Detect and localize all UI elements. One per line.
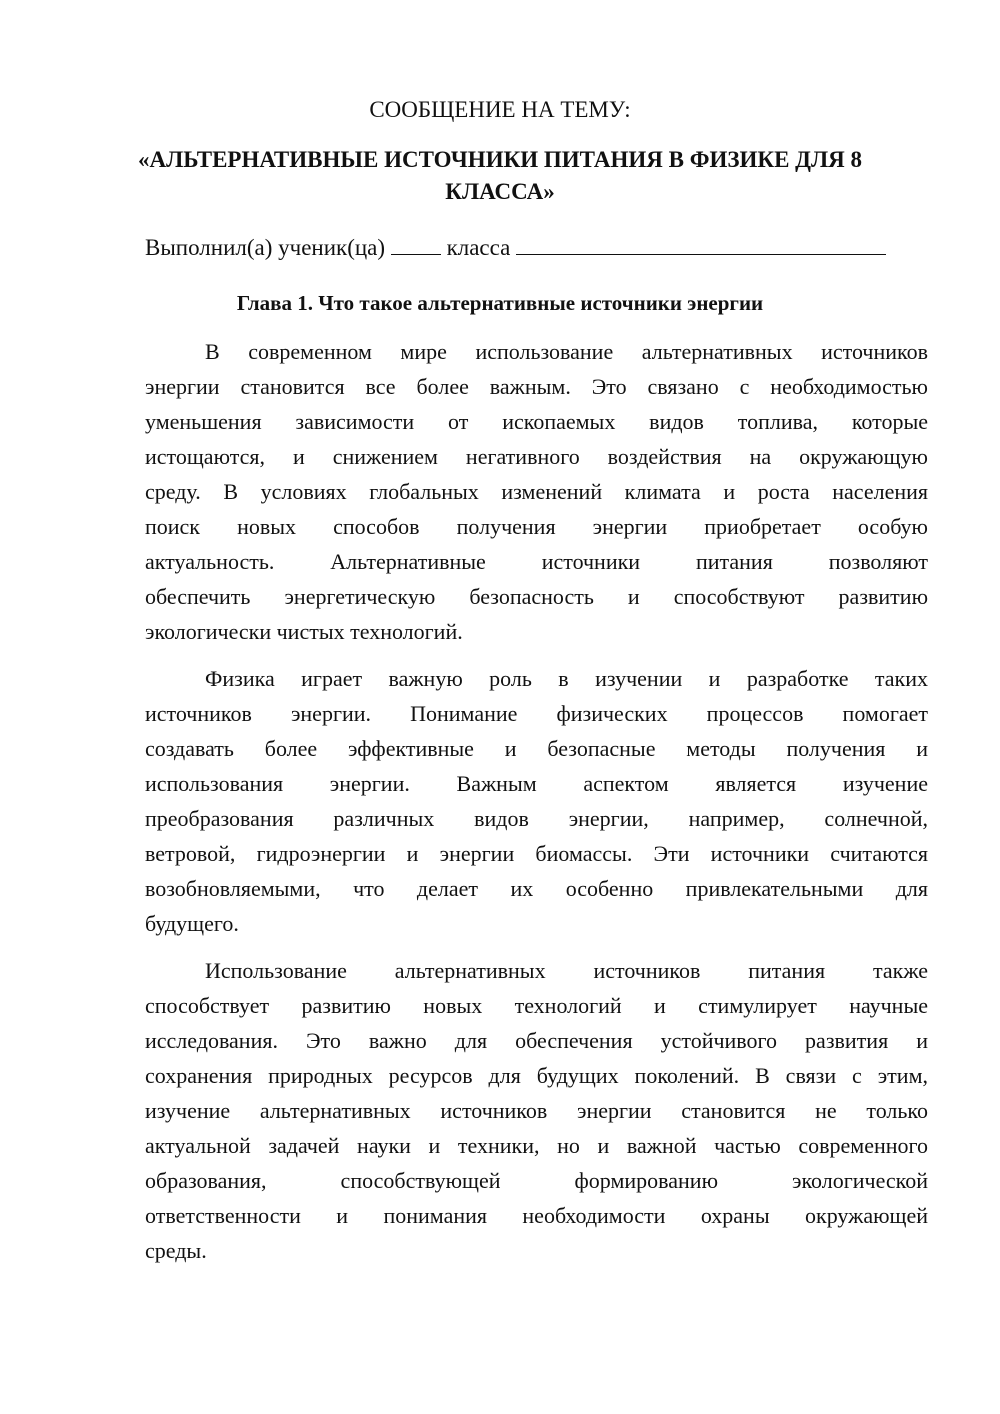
paragraph-line: использования энергии. Важным аспектом является изучение — [145, 771, 928, 796]
paragraph-line: исследования. Это важно для обеспечения устойчивого развития и — [145, 1028, 928, 1053]
student-name-blank — [516, 234, 886, 255]
class-label: класса — [446, 235, 511, 260]
message-heading: СООБЩЕНИЕ НА ТЕМУ: — [369, 97, 631, 122]
paragraph-line: будущего. — [145, 911, 239, 936]
paragraph-line: истощаются, и снижением негативного воздействия на окружающую — [145, 444, 928, 469]
paragraph-line: среду. В условиях глобальных изменений климата и роста населения — [145, 479, 928, 504]
paragraph-line: обеспечить энергетическую безопасность и способствуют развитию — [145, 584, 928, 609]
paragraph-line: источников энергии. Понимание физических процессов помогает — [145, 701, 928, 726]
paragraph-line: возобновляемыми, что делает их особенно привлекательными для — [145, 876, 928, 901]
topic-title-line-1: «АЛЬТЕРНАТИВНЫЕ ИСТОЧНИКИ ПИТАНИЯ В ФИЗИКЕ ДЛЯ 8 — [138, 147, 862, 172]
paragraph-line: сохранения природных ресурсов для будущих поколений. В связи с этим, — [145, 1063, 928, 1088]
paragraph-line: В современном мире использование альтернативных источников — [205, 339, 928, 364]
paragraph-line: создавать более эффективные и безопасные методы получения и — [145, 736, 928, 761]
topic-title-line-2: КЛАССА» — [445, 179, 555, 204]
paragraph-line: среды. — [145, 1238, 207, 1263]
paragraph-line: актуальность. Альтернативные источники питания позволяют — [145, 549, 928, 574]
paragraph-line: уменьшения зависимости от ископаемых видов топлива, которые — [145, 409, 928, 434]
class-number-blank — [391, 234, 441, 255]
paragraph-line: ветровой, гидроэнергии и энергии биомассы. Эти источники считаются — [145, 841, 928, 866]
paragraph-line: изучение альтернативных источников энергии становится не только — [145, 1098, 928, 1123]
paragraph-line: преобразования различных видов энергии, например, солнечной, — [145, 806, 928, 831]
author-line — [145, 233, 935, 263]
paragraph-line: образования, способствующей формированию экологической — [145, 1168, 928, 1193]
chapter-title: Глава 1. Что такое альтернативные источники энергии — [236, 291, 764, 315]
paragraph-line: Физика играет важную роль в изучении и разработке таких — [205, 666, 928, 691]
paragraph-line: поиск новых способов получения энергии приобретает особую — [145, 514, 928, 539]
performed-by-label: Выполнил(а) ученик(ца) — [145, 235, 386, 260]
paragraph-line: способствует развитию новых технологий и стимулирует научные — [145, 993, 928, 1018]
paragraph-line: актуальной задачей науки и техники, но и важной частью современного — [145, 1133, 928, 1158]
paragraph-line: экологически чистых технологий. — [145, 619, 463, 644]
paragraph-line: энергии становится все более важным. Это связано с необходимостью — [145, 374, 928, 399]
paragraph-line: ответственности и понимания необходимости охраны окружающей — [145, 1203, 928, 1228]
paragraph-line: Использование альтернативных источников питания также — [205, 958, 928, 983]
